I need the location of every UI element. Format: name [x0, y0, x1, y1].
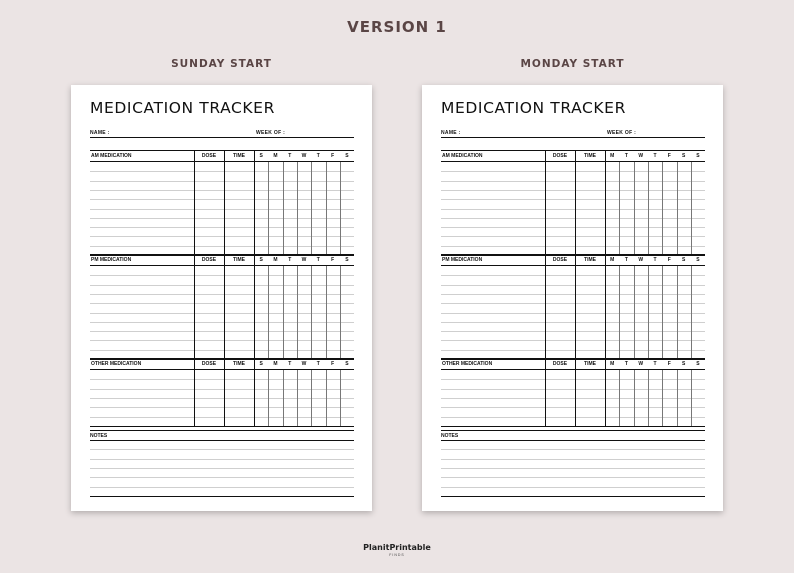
- day-header: T: [316, 153, 320, 159]
- table-row-line: [441, 218, 705, 219]
- table-row-line: [90, 322, 354, 323]
- table-row-line: [90, 275, 354, 276]
- day-header: S: [696, 153, 700, 159]
- table-row-line: [441, 426, 705, 427]
- section-header-row: [441, 359, 705, 370]
- week-of-label: WEEK OF :: [256, 130, 286, 136]
- column-divider: [605, 151, 606, 255]
- day-header: F: [331, 257, 335, 263]
- table-row-line: [90, 407, 354, 408]
- day-column-divider: [662, 266, 663, 359]
- notes-label: NOTES: [90, 433, 108, 439]
- day-header: M: [610, 257, 615, 263]
- table-row-line: [90, 171, 354, 172]
- table-row-line: [441, 398, 705, 399]
- table-row-line: [441, 227, 705, 228]
- table-row-line: [90, 227, 354, 228]
- tracker-title: MEDICATION TRACKER: [90, 99, 275, 117]
- day-header: S: [681, 257, 686, 263]
- column-divider: [254, 359, 255, 426]
- day-header: T: [653, 257, 657, 263]
- day-header: F: [667, 257, 671, 263]
- day-column-divider: [662, 370, 663, 426]
- day-column-divider: [283, 370, 284, 426]
- time-header: TIME: [584, 153, 596, 159]
- table-row-line: [90, 285, 354, 286]
- day-header: T: [288, 257, 292, 263]
- day-header: W: [301, 153, 307, 159]
- day-column-divider: [297, 370, 298, 426]
- notes-section: [441, 430, 705, 497]
- table-row-line: [90, 246, 354, 247]
- table-row-line: [441, 340, 705, 341]
- column-divider: [254, 255, 255, 359]
- monday-start-sheet: [422, 85, 723, 511]
- day-column-divider: [340, 370, 341, 426]
- column-divider: [545, 151, 546, 255]
- notes-line: [441, 449, 705, 450]
- day-column-divider: [691, 162, 692, 255]
- table-row-line: [441, 379, 705, 380]
- day-header: M: [610, 361, 615, 367]
- table-row-line: [90, 417, 354, 418]
- section-header-row: [441, 151, 705, 162]
- tracker-title: MEDICATION TRACKER: [441, 99, 626, 117]
- day-column-divider: [283, 266, 284, 359]
- medication-section: [90, 358, 354, 426]
- day-column-divider: [634, 266, 635, 359]
- time-header: TIME: [233, 361, 245, 367]
- section-name: PM MEDICATION: [442, 257, 483, 263]
- day-column-divider: [677, 370, 678, 426]
- notes-line: [441, 477, 705, 478]
- dose-header: DOSE: [552, 257, 568, 263]
- section-name: AM MEDICATION: [442, 153, 483, 159]
- day-header: S: [681, 153, 686, 159]
- column-divider: [575, 255, 576, 359]
- column-divider: [224, 151, 225, 255]
- section-name: AM MEDICATION: [91, 153, 132, 159]
- table-row-line: [90, 426, 354, 427]
- version-title: VERSION 1: [347, 18, 447, 36]
- table-row-line: [90, 181, 354, 182]
- day-header: W: [301, 361, 307, 367]
- day-header: T: [316, 361, 320, 367]
- notes-section: [90, 430, 354, 497]
- notes-line: [441, 459, 705, 460]
- day-header: S: [259, 361, 263, 367]
- day-column-divider: [297, 162, 298, 255]
- table-row-line: [90, 379, 354, 380]
- time-header: TIME: [584, 257, 596, 263]
- table-row-line: [90, 294, 354, 295]
- notes-line: [90, 468, 354, 469]
- column-divider: [194, 151, 195, 255]
- column-divider: [224, 255, 225, 359]
- day-column-divider: [283, 162, 284, 255]
- medication-section: [90, 254, 354, 359]
- day-header: T: [288, 153, 292, 159]
- notes-bottom-line: [90, 496, 354, 497]
- day-header: W: [638, 257, 644, 263]
- day-header: M: [610, 153, 615, 159]
- notes-line: [90, 477, 354, 478]
- day-header: S: [259, 257, 263, 263]
- day-header: W: [638, 153, 644, 159]
- day-header: S: [696, 257, 700, 263]
- day-header: S: [259, 153, 263, 159]
- table-row-line: [90, 331, 354, 332]
- table-row-line: [441, 275, 705, 276]
- table-row-line: [441, 303, 705, 304]
- table-row-line: [441, 417, 705, 418]
- day-column-divider: [619, 266, 620, 359]
- table-row-line: [90, 199, 354, 200]
- day-header: F: [331, 361, 335, 367]
- day-column-divider: [648, 370, 649, 426]
- section-name: PM MEDICATION: [91, 257, 132, 263]
- day-column-divider: [619, 162, 620, 255]
- notes-bottom-line: [441, 496, 705, 497]
- time-header: TIME: [233, 257, 245, 263]
- notes-header-line: [441, 440, 705, 441]
- dose-header: DOSE: [201, 361, 217, 367]
- day-column-divider: [677, 162, 678, 255]
- day-header: T: [653, 153, 657, 159]
- notes-line: [441, 468, 705, 469]
- day-header: T: [653, 361, 657, 367]
- column-divider: [194, 359, 195, 426]
- day-column-divider: [634, 370, 635, 426]
- day-header: S: [681, 361, 686, 367]
- sunday-start-label: SUNDAY START: [171, 58, 272, 70]
- dose-header: DOSE: [552, 361, 568, 367]
- column-divider: [545, 255, 546, 359]
- column-divider: [575, 359, 576, 426]
- day-header: M: [273, 361, 278, 367]
- table-row-line: [441, 294, 705, 295]
- time-header: TIME: [233, 153, 245, 159]
- week-of-label: WEEK OF :: [607, 130, 637, 136]
- medication-section: [441, 150, 705, 255]
- column-divider: [605, 255, 606, 359]
- day-header: S: [345, 257, 349, 263]
- day-column-divider: [311, 370, 312, 426]
- column-divider: [254, 151, 255, 255]
- day-column-divider: [648, 266, 649, 359]
- day-column-divider: [297, 266, 298, 359]
- table-row-line: [90, 190, 354, 191]
- table-row-line: [90, 350, 354, 351]
- table-row-line: [441, 246, 705, 247]
- day-header: F: [667, 361, 671, 367]
- day-column-divider: [677, 266, 678, 359]
- day-column-divider: [648, 162, 649, 255]
- notes-line: [90, 449, 354, 450]
- day-header: W: [301, 257, 307, 263]
- medication-section: [90, 150, 354, 255]
- section-header-row: [441, 255, 705, 266]
- name-week-line: [90, 137, 354, 138]
- day-header: M: [273, 257, 278, 263]
- brand-tagline: FINDS: [389, 553, 405, 557]
- day-header: S: [345, 361, 349, 367]
- table-row-line: [90, 389, 354, 390]
- column-divider: [224, 359, 225, 426]
- table-row-line: [441, 190, 705, 191]
- dose-header: DOSE: [201, 153, 217, 159]
- notes-header-line: [90, 440, 354, 441]
- day-column-divider: [326, 162, 327, 255]
- column-divider: [545, 359, 546, 426]
- monday-start-label: MONDAY START: [520, 58, 625, 70]
- day-column-divider: [691, 370, 692, 426]
- day-column-divider: [311, 162, 312, 255]
- name-week-line: [441, 137, 705, 138]
- day-column-divider: [311, 266, 312, 359]
- table-row-line: [90, 313, 354, 314]
- section-header-row: [90, 255, 354, 266]
- day-header: T: [624, 361, 628, 367]
- notes-label: NOTES: [441, 433, 459, 439]
- table-row-line: [441, 209, 705, 210]
- name-label: NAME :: [441, 130, 461, 136]
- table-row-line: [441, 181, 705, 182]
- day-column-divider: [268, 370, 269, 426]
- day-column-divider: [340, 162, 341, 255]
- table-row-line: [90, 303, 354, 304]
- table-row-line: [441, 331, 705, 332]
- day-column-divider: [619, 370, 620, 426]
- day-header: F: [667, 153, 671, 159]
- table-row-line: [90, 398, 354, 399]
- section-name: OTHER MEDICATION: [442, 361, 493, 367]
- notes-line: [441, 487, 705, 488]
- medication-section: [441, 358, 705, 426]
- table-row-line: [441, 313, 705, 314]
- table-row-line: [441, 236, 705, 237]
- day-column-divider: [662, 162, 663, 255]
- table-row-line: [441, 199, 705, 200]
- column-divider: [194, 255, 195, 359]
- day-column-divider: [268, 266, 269, 359]
- section-name: OTHER MEDICATION: [91, 361, 142, 367]
- column-divider: [605, 359, 606, 426]
- table-row-line: [441, 389, 705, 390]
- table-row-line: [441, 350, 705, 351]
- section-header-row: [90, 359, 354, 370]
- day-header: M: [273, 153, 278, 159]
- brand-name: PlanitPrintable: [363, 543, 431, 552]
- table-row-line: [441, 407, 705, 408]
- medication-section: [441, 254, 705, 359]
- day-column-divider: [326, 370, 327, 426]
- day-header: T: [316, 257, 320, 263]
- day-header: T: [624, 257, 628, 263]
- day-header: W: [638, 361, 644, 367]
- day-header: S: [696, 361, 700, 367]
- day-column-divider: [340, 266, 341, 359]
- table-row-line: [90, 236, 354, 237]
- column-divider: [575, 151, 576, 255]
- section-header-row: [90, 151, 354, 162]
- table-row-line: [441, 322, 705, 323]
- day-column-divider: [691, 266, 692, 359]
- day-header: F: [331, 153, 335, 159]
- table-row-line: [441, 171, 705, 172]
- table-row-line: [441, 285, 705, 286]
- sunday-start-sheet: [71, 85, 372, 511]
- day-header: T: [288, 361, 292, 367]
- day-column-divider: [326, 266, 327, 359]
- time-header: TIME: [584, 361, 596, 367]
- dose-header: DOSE: [201, 257, 217, 263]
- day-column-divider: [268, 162, 269, 255]
- name-label: NAME :: [90, 130, 110, 136]
- table-row-line: [90, 218, 354, 219]
- day-header: S: [345, 153, 349, 159]
- day-header: T: [624, 153, 628, 159]
- notes-line: [90, 459, 354, 460]
- table-row-line: [90, 209, 354, 210]
- day-column-divider: [634, 162, 635, 255]
- table-row-line: [90, 340, 354, 341]
- dose-header: DOSE: [552, 153, 568, 159]
- notes-line: [90, 487, 354, 488]
